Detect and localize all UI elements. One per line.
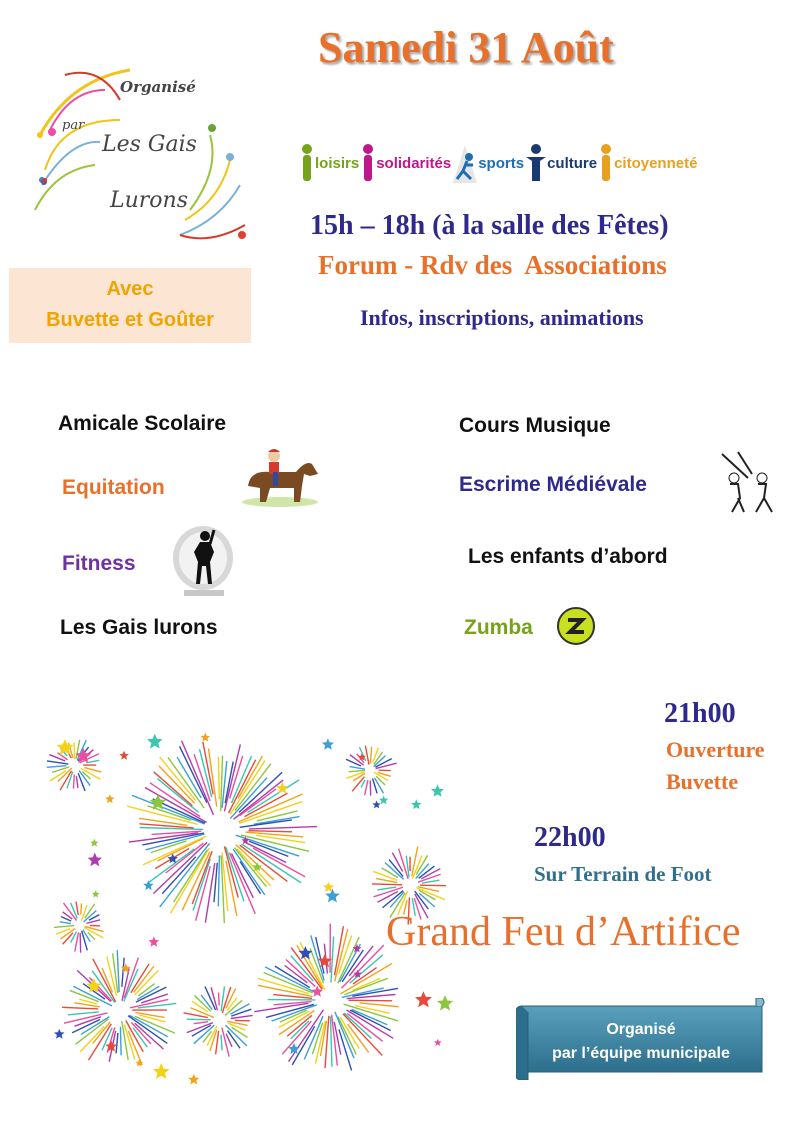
grand-feu-artifice-title: Grand Feu d’Artifice: [386, 909, 741, 955]
star-icon: [372, 800, 380, 808]
firework-streak: [138, 1003, 177, 1007]
star-icon: [121, 963, 131, 973]
firework-streak: [78, 773, 85, 791]
forum-infos: Infos, inscriptions, animations: [360, 305, 644, 330]
firework-streak: [292, 1026, 314, 1065]
scroll-line-equipe: par l’équipe municipale: [552, 1045, 730, 1062]
firework-streak: [47, 766, 67, 768]
firework-streak: [89, 1024, 112, 1060]
star-icon: [188, 1074, 199, 1085]
firework-streak: [221, 1035, 222, 1051]
theme-solidarites: [361, 143, 451, 183]
logo-text-les-gais: Les Gais: [102, 132, 197, 157]
assoc-gais-lurons: Les Gais lurons: [60, 616, 218, 639]
star-icon: [437, 995, 453, 1011]
star-icon: [201, 733, 210, 742]
firework-streak: [187, 1019, 211, 1020]
star-icon: [54, 1029, 65, 1039]
assoc-amicale-scolaire: Amicale Scolaire: [58, 412, 227, 435]
ouverture-text: Ouverture: [666, 737, 765, 762]
firework-streak: [81, 903, 82, 914]
firework-streak: [139, 1015, 165, 1022]
buvette-text: Buvette: [666, 769, 739, 794]
star-icon: [411, 799, 421, 809]
zumba-logo-icon: [556, 606, 596, 651]
assoc-fitness: Fitness: [62, 552, 136, 575]
municipal-scroll-banner: [516, 998, 766, 1080]
star-icon: [105, 794, 114, 803]
firework-streak: [370, 747, 371, 764]
firework-streak: [135, 970, 159, 995]
firework-streak: [365, 780, 368, 795]
firework-streak: [81, 905, 87, 921]
firework-streak: [74, 743, 75, 760]
date-title: Samedi 31 Août: [318, 23, 614, 72]
firework-streak: [180, 746, 207, 802]
firework-streak: [346, 759, 361, 766]
firework-streak: [249, 827, 317, 829]
star-icon: [322, 738, 334, 750]
evening-time-21h: 21h00: [664, 698, 736, 729]
firework-streak: [377, 887, 396, 890]
theme-citoyennete: [599, 143, 697, 183]
runner-icon: [453, 143, 477, 183]
person-icon: [300, 143, 314, 183]
firework-streak: [120, 1027, 121, 1056]
star-icon: [379, 796, 388, 805]
star-icon: [90, 839, 98, 847]
theme-label: loisirs: [315, 154, 360, 172]
firework-streak: [232, 1027, 248, 1037]
horse-rider-icon: [240, 446, 320, 515]
firework-streak: [62, 1007, 98, 1009]
star-icon: [299, 946, 313, 959]
firework-streak: [76, 776, 77, 788]
star-icon: [431, 784, 444, 796]
star-icon: [88, 853, 102, 867]
forum-title: Forum - Rdv des Associations: [318, 250, 667, 280]
terrain-foot-text: Sur Terrain de Foot: [534, 862, 712, 886]
firework-streak: [350, 767, 365, 770]
firework-streak: [75, 932, 79, 951]
assoc-equitation: Equitation: [62, 476, 165, 499]
star-icon: [136, 1059, 144, 1066]
star-icon: [415, 991, 432, 1007]
logo-text-lurons: Lurons: [110, 188, 188, 213]
star-icon: [92, 890, 100, 897]
les-gais-lurons-logo: [30, 60, 260, 250]
firework-streak: [349, 770, 365, 771]
firework-streak: [216, 1031, 219, 1054]
firework-streak: [218, 855, 219, 906]
person-icon: [361, 143, 375, 183]
scroll-line-organise: Organisé: [606, 1021, 676, 1038]
firework-streak: [86, 920, 100, 924]
theme-label: citoyenneté: [614, 154, 698, 172]
fitness-silhouette-icon: [170, 522, 236, 603]
firework-streak: [52, 767, 69, 773]
firework-streak: [80, 1027, 104, 1052]
firework-streak: [86, 760, 99, 762]
avec-line: Avec: [106, 278, 154, 300]
firework-streak: [218, 757, 219, 799]
star-icon: [153, 1063, 170, 1079]
star-icon: [149, 937, 160, 947]
firework-streak: [194, 1022, 208, 1024]
theme-label: culture: [547, 154, 598, 172]
firework-streak: [349, 1000, 393, 1001]
firework-streak: [365, 746, 369, 765]
star-icon: [147, 734, 163, 749]
evening-time-22h: 22h00: [534, 822, 606, 853]
firework-streak: [71, 932, 77, 943]
assoc-escrime-medievale: Escrime Médiévale: [459, 473, 647, 496]
star-icon: [143, 880, 154, 890]
star-icon: [119, 751, 129, 760]
firework-streak: [231, 1015, 253, 1018]
buvette-gouter-line: Buvette et Goûter: [46, 309, 214, 331]
assoc-zumba: Zumba: [464, 616, 533, 639]
star-icon: [252, 862, 262, 871]
firework-streak: [245, 832, 303, 837]
fencers-icon: [718, 448, 780, 521]
firework-streak: [205, 863, 214, 923]
star-icon: [434, 1039, 442, 1046]
firework-streak: [116, 1033, 118, 1053]
theme-label: sports: [478, 154, 525, 172]
theme-sports: [453, 143, 524, 183]
theme-culture: [526, 143, 597, 183]
buvette-gouter-box: [9, 268, 251, 343]
forum-hours: 15h – 18h (à la salle des Fêtes): [310, 210, 669, 241]
assoc-enfants-dabord: Les enfants d’abord: [468, 545, 668, 568]
firework-streak: [248, 831, 292, 832]
theme-loisirs: [300, 143, 359, 183]
firework-streak: [422, 880, 439, 883]
firework-streak: [47, 761, 68, 764]
firework-streak: [372, 884, 402, 885]
firework-streak: [76, 902, 78, 916]
firework-streak: [60, 922, 71, 924]
firework-streak: [360, 1003, 399, 1007]
assoc-cours-musique: Cours Musique: [459, 414, 611, 437]
firework-streak: [68, 1012, 99, 1015]
firework-streak: [134, 966, 154, 992]
theme-label: solidarités: [376, 154, 452, 172]
logo-text-par: par: [62, 118, 85, 133]
person-icon: [599, 143, 613, 183]
logo-text-organise: Organisé: [120, 78, 196, 96]
firework-streak: [82, 931, 88, 950]
firework-streak: [230, 760, 265, 814]
scroll-text: [516, 1018, 766, 1066]
firework-streak: [330, 1016, 331, 1066]
person-icon: [526, 143, 546, 183]
firework-streak: [219, 992, 220, 1005]
themes-banner: [300, 140, 697, 186]
firework-streak: [73, 775, 74, 789]
firework-streak: [331, 936, 334, 982]
firework-streak: [54, 926, 74, 928]
